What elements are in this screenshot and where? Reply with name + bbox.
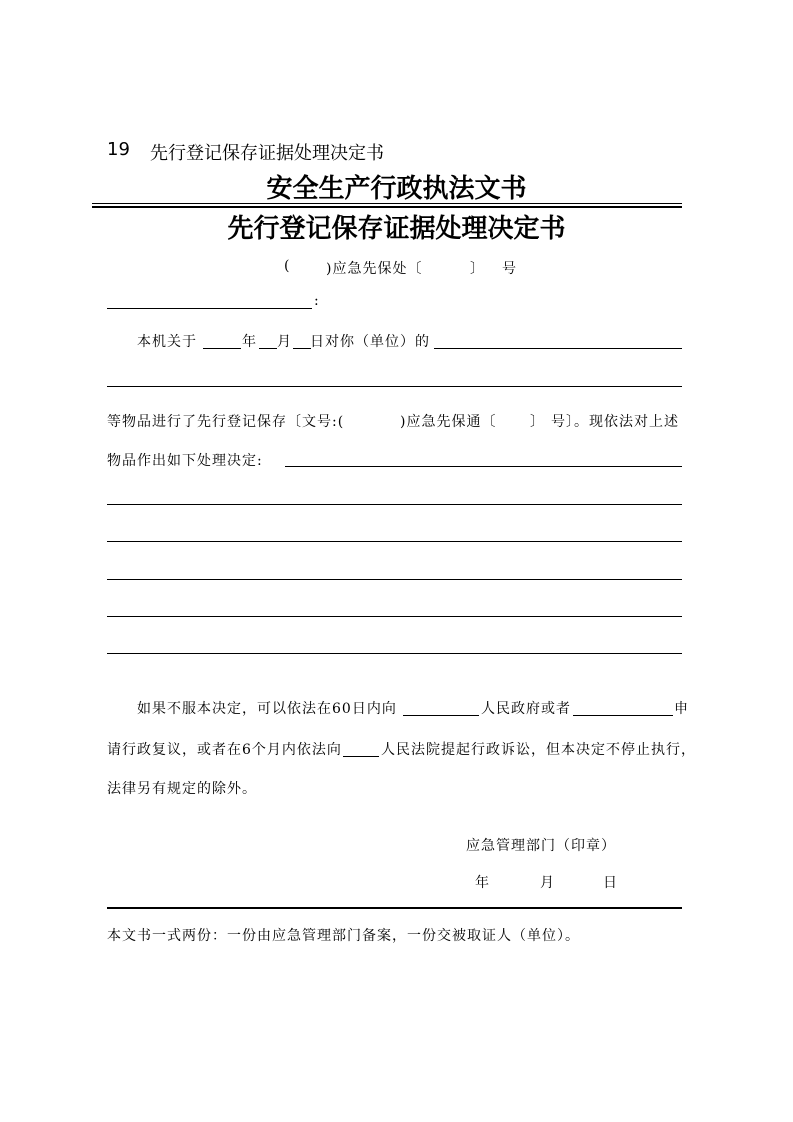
- seal-department: 应急管理部门（印章）: [466, 838, 616, 854]
- document-number: 19: [107, 139, 130, 160]
- doc-no-prefix: )应急先保处〔: [326, 261, 423, 277]
- footer-note: 本文书一式两份：一份由应急管理部门备案，一份交被取证人（单位）。: [107, 928, 580, 944]
- subject-blank[interactable]: [434, 348, 682, 349]
- sign-month: 月: [540, 875, 555, 891]
- decision-line[interactable]: [107, 541, 682, 542]
- subject-continuation-blank[interactable]: [107, 386, 682, 387]
- body-preserve-text: 等物品进行了先行登记保存〔文号:(: [107, 414, 345, 430]
- government-blank[interactable]: [403, 715, 479, 716]
- appeal-text-6: 法律另有规定的除外。: [107, 781, 257, 797]
- body-notice-bracket: 〕: [530, 414, 545, 430]
- appeal-text-2: 人民政府或者: [481, 701, 571, 717]
- decision-line[interactable]: [107, 579, 682, 580]
- year-blank[interactable]: [203, 348, 241, 349]
- body-decision-label: 物品作出如下处理决定:: [107, 453, 263, 469]
- sign-year: 年: [475, 875, 490, 891]
- body-decision-text: 号〕。现依法对上述: [551, 414, 679, 430]
- appeal-text-3: 申: [674, 701, 689, 717]
- title-divider-thin: [92, 203, 682, 204]
- doc-no-hao: 号: [502, 261, 517, 277]
- sign-day: 日: [603, 875, 618, 891]
- document-title: 先行登记保存证据处理决定书: [227, 214, 566, 244]
- appeal-text-5: 人民法院提起行政诉讼，但本决定不停止执行，: [381, 742, 696, 758]
- day-label: 日对你（单位）的: [310, 334, 430, 350]
- footer-divider: [107, 907, 682, 909]
- decision-line[interactable]: [107, 616, 682, 617]
- doc-no-open-paren: (: [284, 258, 291, 274]
- document-short-title: 先行登记保存证据处理决定书: [150, 143, 384, 164]
- month-label: 月: [277, 334, 292, 350]
- year-label: 年: [242, 334, 257, 350]
- document-category-title: 安全生产行政执法文书: [266, 174, 527, 204]
- doc-no-close-bracket: 〕: [470, 261, 485, 277]
- addressee-blank[interactable]: [107, 308, 312, 309]
- appeal-text-4: 请行政复议，或者在6个月内依法向: [107, 742, 342, 758]
- addressee-colon: :: [314, 293, 320, 309]
- decision-blank[interactable]: [285, 466, 682, 467]
- decision-line[interactable]: [107, 504, 682, 505]
- court-blank[interactable]: [343, 756, 379, 757]
- month-blank[interactable]: [259, 348, 277, 349]
- body-intro-text: 本机关于: [137, 334, 197, 350]
- appeal-text-1: 如果不服本决定，可以依法在60日内向: [137, 701, 397, 717]
- reconsideration-org-blank[interactable]: [573, 715, 673, 716]
- decision-line[interactable]: [107, 653, 682, 654]
- day-blank[interactable]: [293, 348, 311, 349]
- body-notice-prefix: )应急先保通〔: [400, 414, 497, 430]
